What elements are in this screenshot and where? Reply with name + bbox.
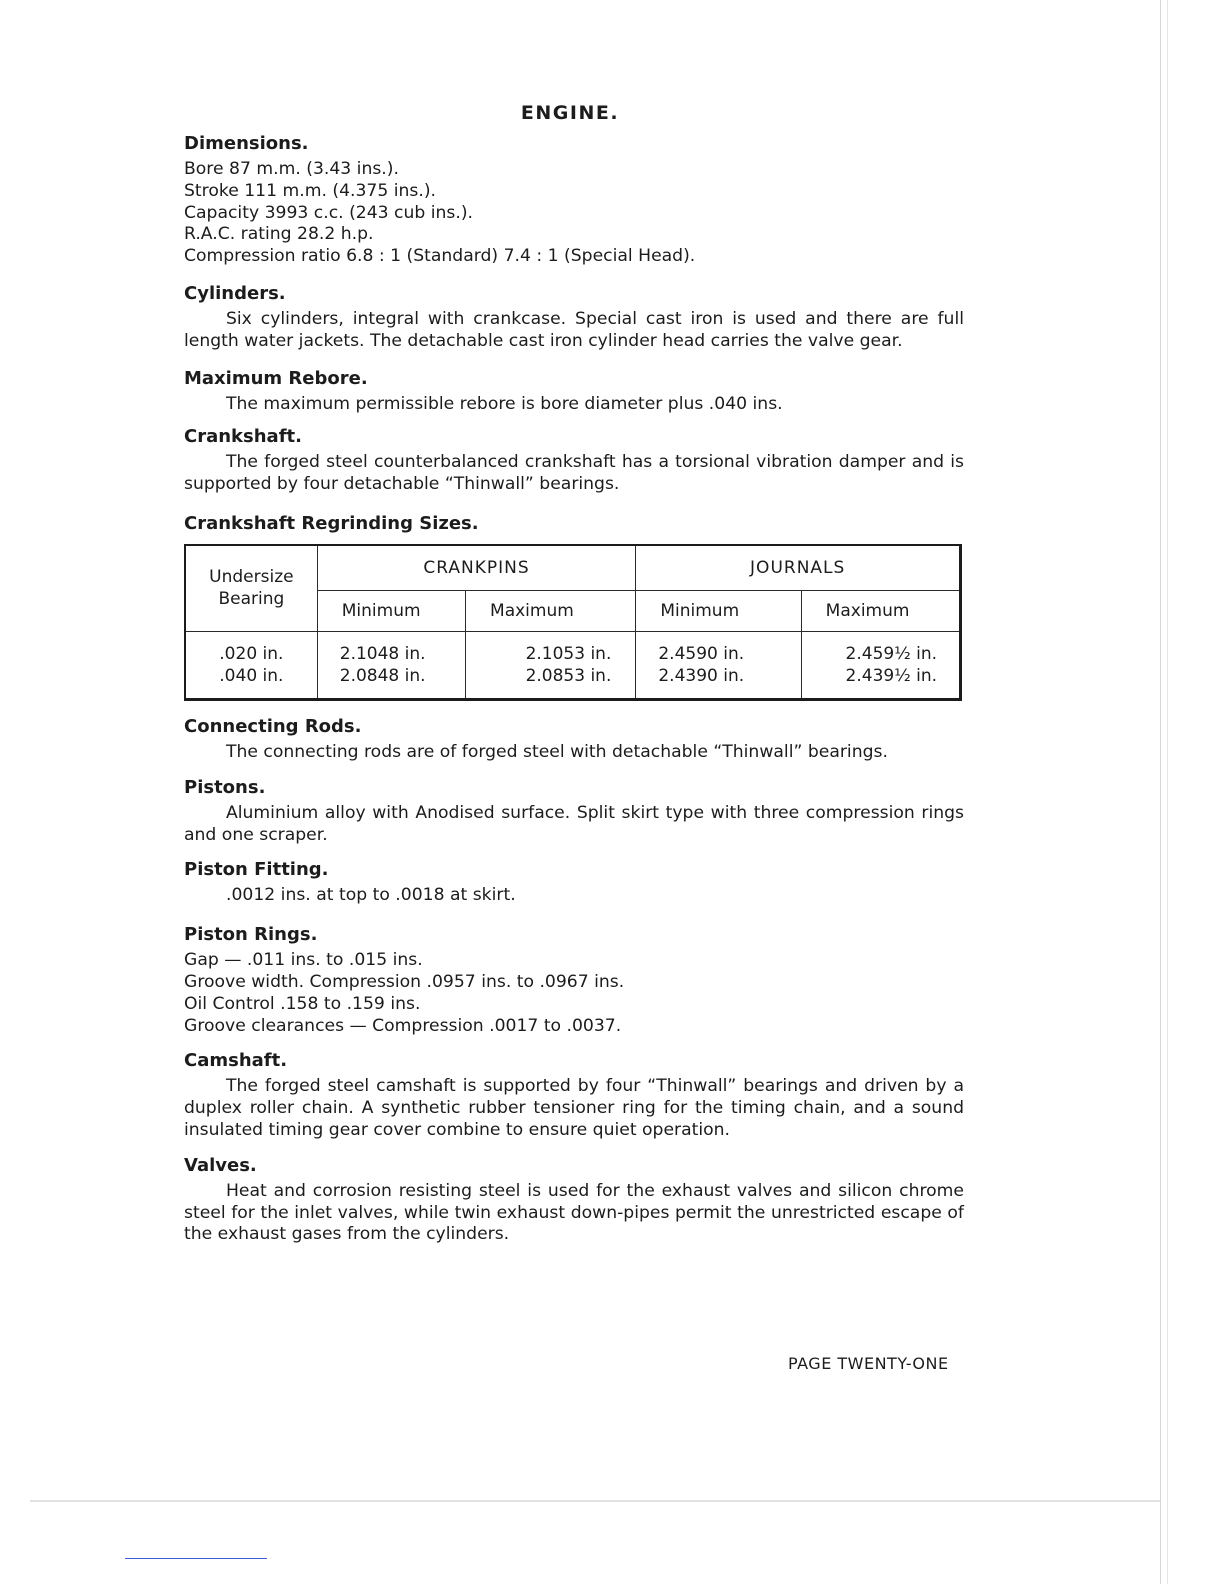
journal-min-header: Minimum <box>636 590 801 631</box>
table-value: 2.0853 in. <box>525 665 612 686</box>
section-paragraph: The forged steel camshaft is supported by four “Thinwall” bearings and driven by a duplex roller chain. A synthetic rubber tensioner ring for the timing chain, and a sound insulated timing gear cover combine to ensure quiet operation. <box>184 1076 964 1140</box>
dimension-line: Bore 87 m.m. (3.43 ins.). <box>184 159 399 179</box>
table-value: 2.1053 in. <box>525 643 612 664</box>
crankpins-header: CRANKPINS <box>317 545 636 591</box>
section-heading: Connecting Rods. <box>184 715 362 737</box>
section-pistons <box>184 776 964 847</box>
section-dimensions <box>184 132 964 268</box>
table-value: 2.459½ in. <box>845 643 937 664</box>
section-piston-fitting <box>184 858 964 907</box>
table-value: 2.4390 in. <box>658 665 745 686</box>
table-value: 2.439½ in. <box>845 665 937 686</box>
section-piston-rings <box>184 923 964 1037</box>
undersize-cell <box>185 631 317 699</box>
piston-rings-list <box>184 950 964 1037</box>
section-camshaft <box>184 1049 964 1141</box>
section-heading: Piston Rings. <box>184 924 318 946</box>
section-paragraph: The connecting rods are of forged steel with detachable “Thinwall” bearings. <box>226 741 888 762</box>
header-text: Bearing <box>218 589 285 610</box>
section-paragraph: The forged steel counterbalanced crankshaft has a torsional vibration damper and is supported by four detachable “Thinwall” bearings. <box>184 452 964 495</box>
piston-ring-line: Groove width. Compression .0957 ins. to .0967 ins. <box>184 971 625 992</box>
piston-ring-line: Oil Control .158 to .159 ins. <box>184 993 421 1014</box>
section-valves <box>184 1154 964 1246</box>
section-cylinders <box>184 282 964 353</box>
journal-max-cell <box>801 631 960 699</box>
section-connecting-rods <box>184 715 964 764</box>
section-heading: Crankshaft Regrinding Sizes. <box>184 512 479 534</box>
header-text: Undersize <box>209 567 294 588</box>
table-value: .020 in. <box>219 643 284 664</box>
section-maximum-rebore <box>184 367 964 416</box>
page-content <box>184 130 964 1246</box>
table-value: 2.0848 in. <box>339 665 426 686</box>
section-heading: Piston Fitting. <box>184 859 329 881</box>
page-number: PAGE TWENTY-ONE <box>788 1354 949 1373</box>
section-paragraph: The maximum permissible rebore is bore diameter plus .040 ins. <box>226 393 783 414</box>
section-heading: Dimensions. <box>184 133 309 154</box>
section-heading: Maximum Rebore. <box>184 367 368 389</box>
table-value: 2.4590 in. <box>658 643 745 664</box>
dimension-line: Stroke 111 m.m. (4.375 ins.). <box>184 180 437 201</box>
section-heading: Crankshaft. <box>184 426 302 448</box>
dimensions-list <box>184 159 964 268</box>
crankpin-max-cell <box>466 631 636 699</box>
section-heading: Valves. <box>184 1154 257 1176</box>
section-paragraph: Aluminium alloy with Anodised surface. Split skirt type with three compression rings and one scraper. <box>184 802 964 845</box>
dimension-line: Capacity 3993 c.c. (243 cub ins.). <box>184 202 474 223</box>
table-value: .040 in. <box>219 665 284 686</box>
table-row <box>185 631 961 699</box>
section-crankshaft <box>184 425 964 496</box>
regrinding-table <box>184 544 962 701</box>
table-value: 2.1048 in. <box>339 643 426 664</box>
dimension-line: Compression ratio 6.8 : 1 (Standard) 7.4 : 1 (Special Head). <box>184 246 696 267</box>
section-heading: Camshaft. <box>184 1050 288 1072</box>
journal-max-header: Maximum <box>801 590 960 631</box>
section-paragraph: .0012 ins. at top to .0018 at skirt. <box>226 885 516 906</box>
scan-edge-bottom <box>30 1500 1160 1502</box>
dimension-line: R.A.C. rating 28.2 h.p. <box>184 224 374 245</box>
piston-ring-line: Groove clearances — Compression .0017 to .0037. <box>184 1015 622 1036</box>
page-title: ENGINE. <box>520 102 620 124</box>
journal-min-cell <box>636 631 801 699</box>
crankpin-min-header: Minimum <box>317 590 465 631</box>
section-regrinding-sizes <box>184 512 964 701</box>
crankpin-max-header: Maximum <box>466 590 636 631</box>
crankpin-min-cell <box>317 631 465 699</box>
section-paragraph: Heat and corrosion resisting steel is used for the exhaust valves and silicon chrome steel for the inlet valves, while twin exhaust down-pipes permit the unrestricted escape of the exhaust gases from the cylinders. <box>184 1180 964 1245</box>
scan-mark-line <box>125 1558 267 1559</box>
section-heading: Cylinders. <box>184 282 286 304</box>
piston-ring-line: Gap — .011 ins. to .015 ins. <box>184 950 423 971</box>
journals-header: JOURNALS <box>636 545 961 591</box>
section-heading: Pistons. <box>184 776 266 798</box>
section-paragraph: Six cylinders, integral with crankcase. Special cast iron is used and there are full length water jackets. The detachable cast iron cylinder head carries the valve gear. <box>184 308 964 351</box>
scan-edge-right <box>1160 0 1168 1584</box>
undersize-bearing-header <box>185 545 317 632</box>
